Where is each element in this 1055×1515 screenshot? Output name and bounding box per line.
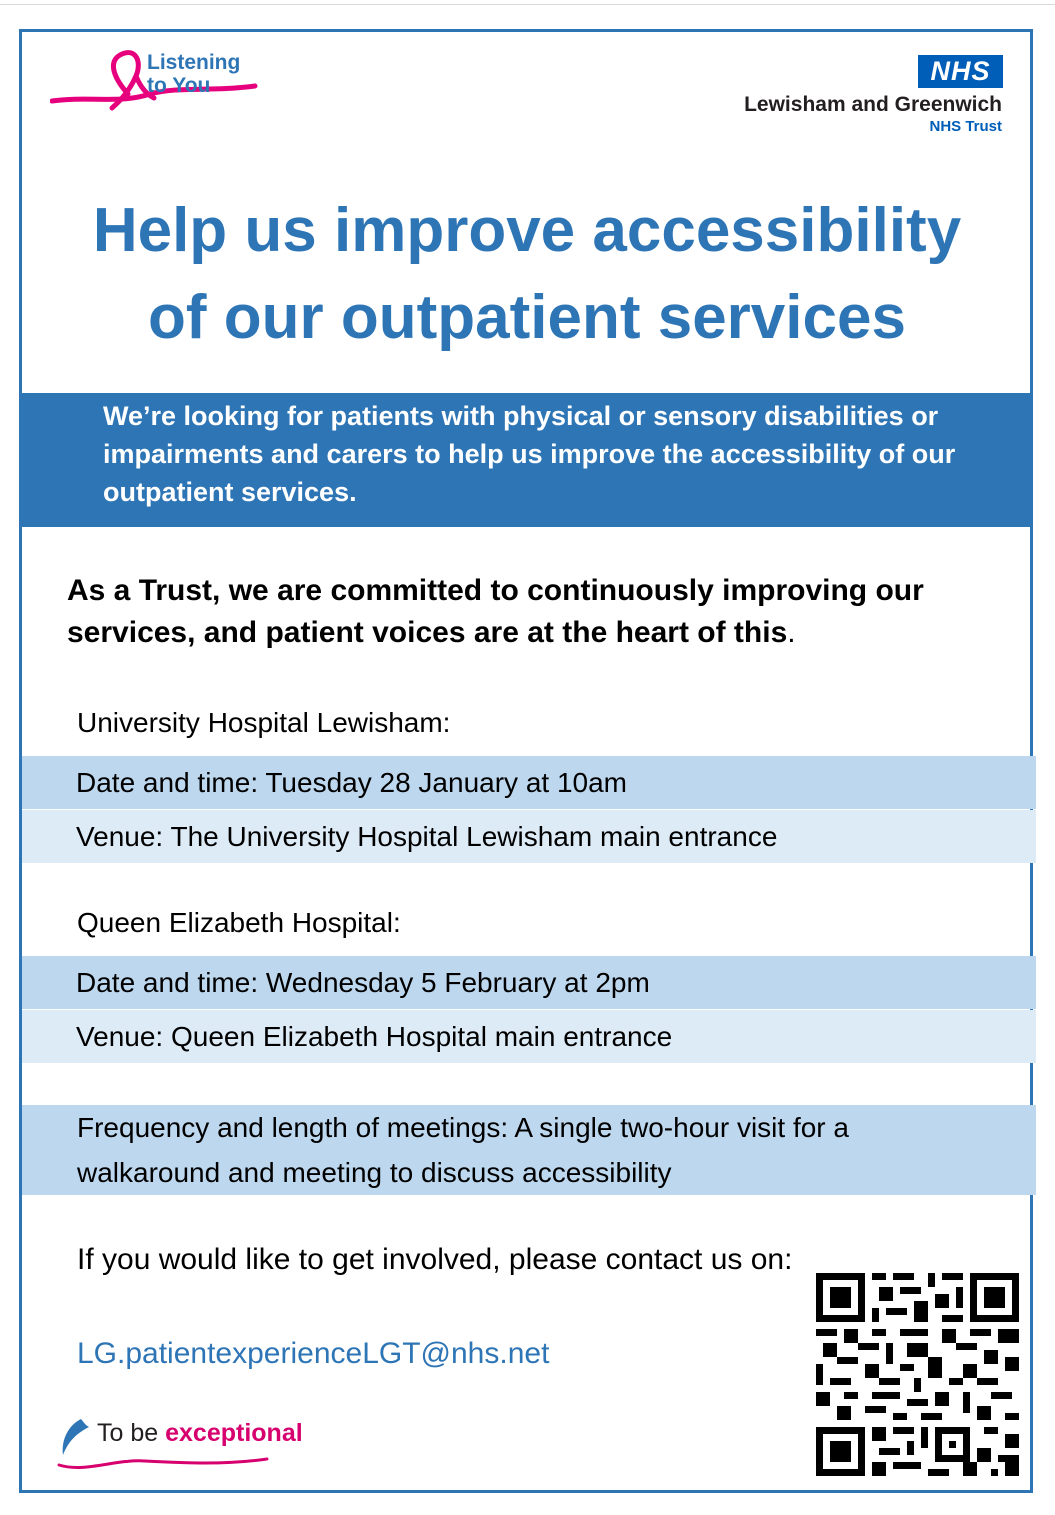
frequency-line1: Frequency and length of meetings: A single two-hour visit for a bbox=[77, 1112, 849, 1143]
session-venue-row: Venue: The University Hospital Lewisham main entrance bbox=[22, 810, 1036, 863]
commitment-text: As a Trust, we are committed to continuously improving our services, and patient voices are at the heart of this bbox=[67, 574, 924, 649]
contact-email-link[interactable]: LG.patientexperienceLGT@nhs.net bbox=[77, 1337, 550, 1370]
nhs-badge-text: NHS bbox=[930, 56, 991, 86]
intro-banner-text: We’re looking for patients with physical or sensory disabilities or impairments and carers to help us improve the accessibility of our outpatient services. bbox=[103, 401, 956, 507]
contact-instructions: If you would like to get involved, please contact us on: bbox=[77, 1243, 793, 1276]
org-name: Lewisham and Greenwich bbox=[744, 93, 1002, 116]
hospital-title-queen-elizabeth: Queen Elizabeth Hospital: bbox=[77, 907, 401, 938]
commitment-period: . bbox=[787, 616, 796, 649]
title-line2: of our outpatient services bbox=[148, 283, 906, 352]
title-line1: Help us improve accessibility bbox=[92, 196, 962, 265]
page-top-rule bbox=[0, 4, 1055, 5]
frequency-line2: walkaround and meeting to discuss accessibility bbox=[77, 1157, 672, 1188]
logo-text-line1: Listening bbox=[147, 51, 241, 74]
motto-text bbox=[97, 1417, 303, 1449]
nhs-logo-icon bbox=[918, 55, 1003, 88]
hospital-title-lewisham: University Hospital Lewisham: bbox=[77, 707, 451, 738]
session-datetime-row: Date and time: Wednesday 5 February at 2pm bbox=[22, 956, 1036, 1009]
intro-banner bbox=[22, 393, 1033, 527]
session-venue-row: Venue: Queen Elizabeth Hospital main entrance bbox=[22, 1010, 1036, 1063]
meeting-frequency-box bbox=[22, 1105, 1036, 1195]
session-datetime-row: Date and time: Tuesday 28 January at 10am bbox=[22, 756, 1036, 809]
motto-emphasis: exceptional bbox=[165, 1419, 303, 1447]
listening-to-you-logo-text bbox=[147, 51, 240, 97]
page-title bbox=[22, 187, 1032, 361]
org-subtitle: NHS Trust bbox=[929, 118, 1002, 135]
qr-code-icon bbox=[816, 1273, 1019, 1476]
commitment-statement bbox=[67, 570, 997, 654]
motto-prefix: To be bbox=[97, 1419, 159, 1447]
logo-text-line2: to You bbox=[147, 74, 211, 97]
